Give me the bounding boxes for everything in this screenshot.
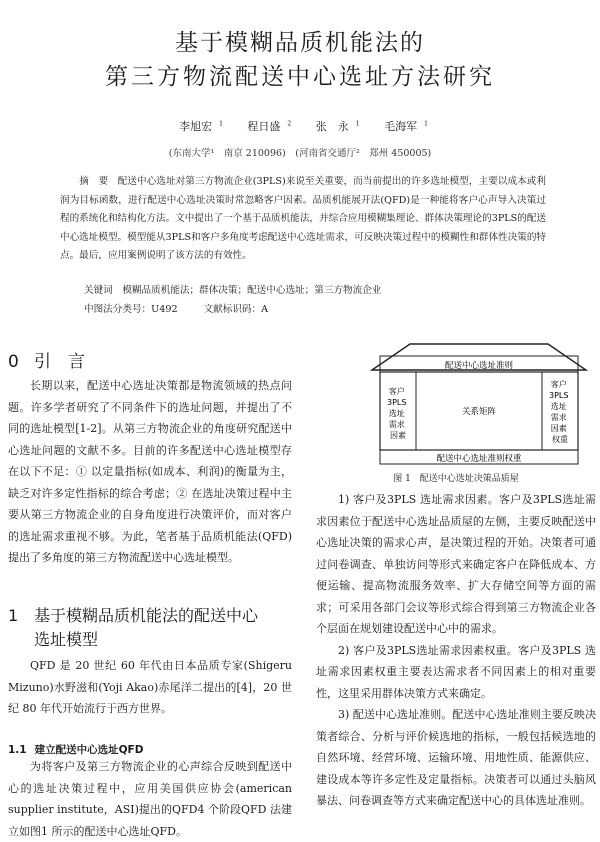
keywords: 关键词 模糊品质机能法；群体决策；配送中心选址；第三方物流企业 xyxy=(84,285,382,296)
house-of-quality-figure xyxy=(366,338,592,468)
author-list xyxy=(0,118,600,134)
section-intro-body xyxy=(8,375,292,569)
paragraph: QFD 是 20 世纪 60 年代由日本品质专家(Shigeru Mizuno)水野滋和(Yoji Akao)赤尾洋二提出的[4]，20 世纪 80 年代开始流行于西方世界。 xyxy=(8,659,292,715)
author: 程日盛 $^2$ xyxy=(247,120,292,133)
paragraph: 1) 客户及3PLS 选址需求因素。客户及3PLS选址需求因素位于配送中心选址品质屋的左侧，主要反映配送中心选址决策的需求心声，是决策过程的开始。决策者可通过问卷调查、单独访问等形式来确定客户在降低成本、方便运输、提高物流服务效率、扩大存储空间等方面的需求；可采用各部门会议等形式综合得到第三方物流企业各个层面在规划建设配送中心中的需求。 xyxy=(316,493,596,635)
subsection-1-1-body xyxy=(8,756,292,842)
right-column-body xyxy=(316,489,596,812)
doc-code: 文献标识码：A xyxy=(203,304,269,315)
subsection-heading-1-1: 1.1 建立配送中心选址QFD xyxy=(8,744,144,756)
affiliation: (东南大学¹ 南京 210096) (河南省交通厅² 郑州 450005) xyxy=(168,148,432,159)
paper-title-line2: 第三方物流配送中心选址方法研究 xyxy=(105,64,495,90)
relationship-matrix-label: 关系矩阵 xyxy=(461,407,497,417)
criteria-weight-label: 配送中心选址准则权重 xyxy=(436,454,522,464)
paragraph: 为将客户及第三方物流企业的心声综合反映到配送中心的选址决策过程中，应用美国供应协会(american supplier institute，ASI)提出的QFD4 个阶段QFD 法建立如图1 所示的配送中心选址QFD。 xyxy=(8,760,292,838)
paragraph: 2) 客户及3PLS选址需求因素权重。客户及3PLS 选址需求因素权重主要表达需求者不同因素上的相对重要性，这里采用群体决策方式来确定。 xyxy=(316,643,596,700)
paragraph: 3) 配送中心选址准则。配送中心选址准则主要反映决策者综合、分析与评价候选地的指标，一般包括候选地的自然环境、经营环境、运输环境、用地性质、能源供应、建设成本等许多定性及定量指标。决策者可以通过头脑风暴法、问卷调查等方式来确定配送中心的具体选址准则。 xyxy=(316,708,596,807)
section-heading-1: 1 基于模糊品质机能法的配送中心 选址模型 xyxy=(8,606,259,649)
paragraph: 长期以来，配送中心选址决策都是物流领域的热点问题。许多学者研究了不同条件下的选址问题，并提出了不同的选址模型[1-2]。从第三方物流企业的角度研究配送中心选址问题的文献不多。目前的许多配送中心选址模型存在以下不足：① 以定量指标(如成本、利润)的衡量为主，缺乏对许多定性指标的综合考虑；② 在选址决策过程中主要从第三方物流企业的自身角度进行决策评价，而对客户的选址需求重视不够。为此，笔者基于品质机能法(QFD)提出了多角度的第三方物流配送中心选址模型。 xyxy=(8,379,292,564)
left-factors-label: 客户 3PLS 选址 需求 因素 xyxy=(387,387,407,440)
author: 张 永 $^1$ xyxy=(315,120,360,133)
right-weights-label: 客户 3PLS 选址 需求 因素 权重 xyxy=(549,380,569,444)
clc-number: 中图法分类号：U492 xyxy=(84,304,178,315)
figure-caption: 图 1 配送中心选址决策品质屋 xyxy=(393,474,519,484)
author: 李旭宏 $^1$ xyxy=(179,120,223,133)
paper-title-line1: 基于模糊品质机能法的 xyxy=(175,30,425,56)
criteria-label: 配送中心选址准则 xyxy=(444,361,514,371)
abstract: 摘 要 配送中心选址对第三方物流企业(3PLS)来说至关重要，而当前提出的许多选址模型，主要以成本或利润为目标函数，进行配送中心选址决策时常忽略客户因素。品质机能展开法(QFD)是一种能将客户心声导入决策过程的系统化和结构化方法。文中提出了一个基于品质机能法，并综合应用模糊集理论、群体决策理论的3PLS的配送中心选址模型。模型能从3PLS和客户多角度考虑配送中心选址需求，可反映决策过程中的模糊性和群体性决策的特点。最后，应用案例说明了该方法的有效性。 xyxy=(60,176,547,261)
section-1-body xyxy=(8,655,292,720)
section-heading-intro: 0 引 言 xyxy=(8,352,85,372)
classification xyxy=(84,301,268,315)
author: 毛海军 $^1$ xyxy=(384,120,428,133)
